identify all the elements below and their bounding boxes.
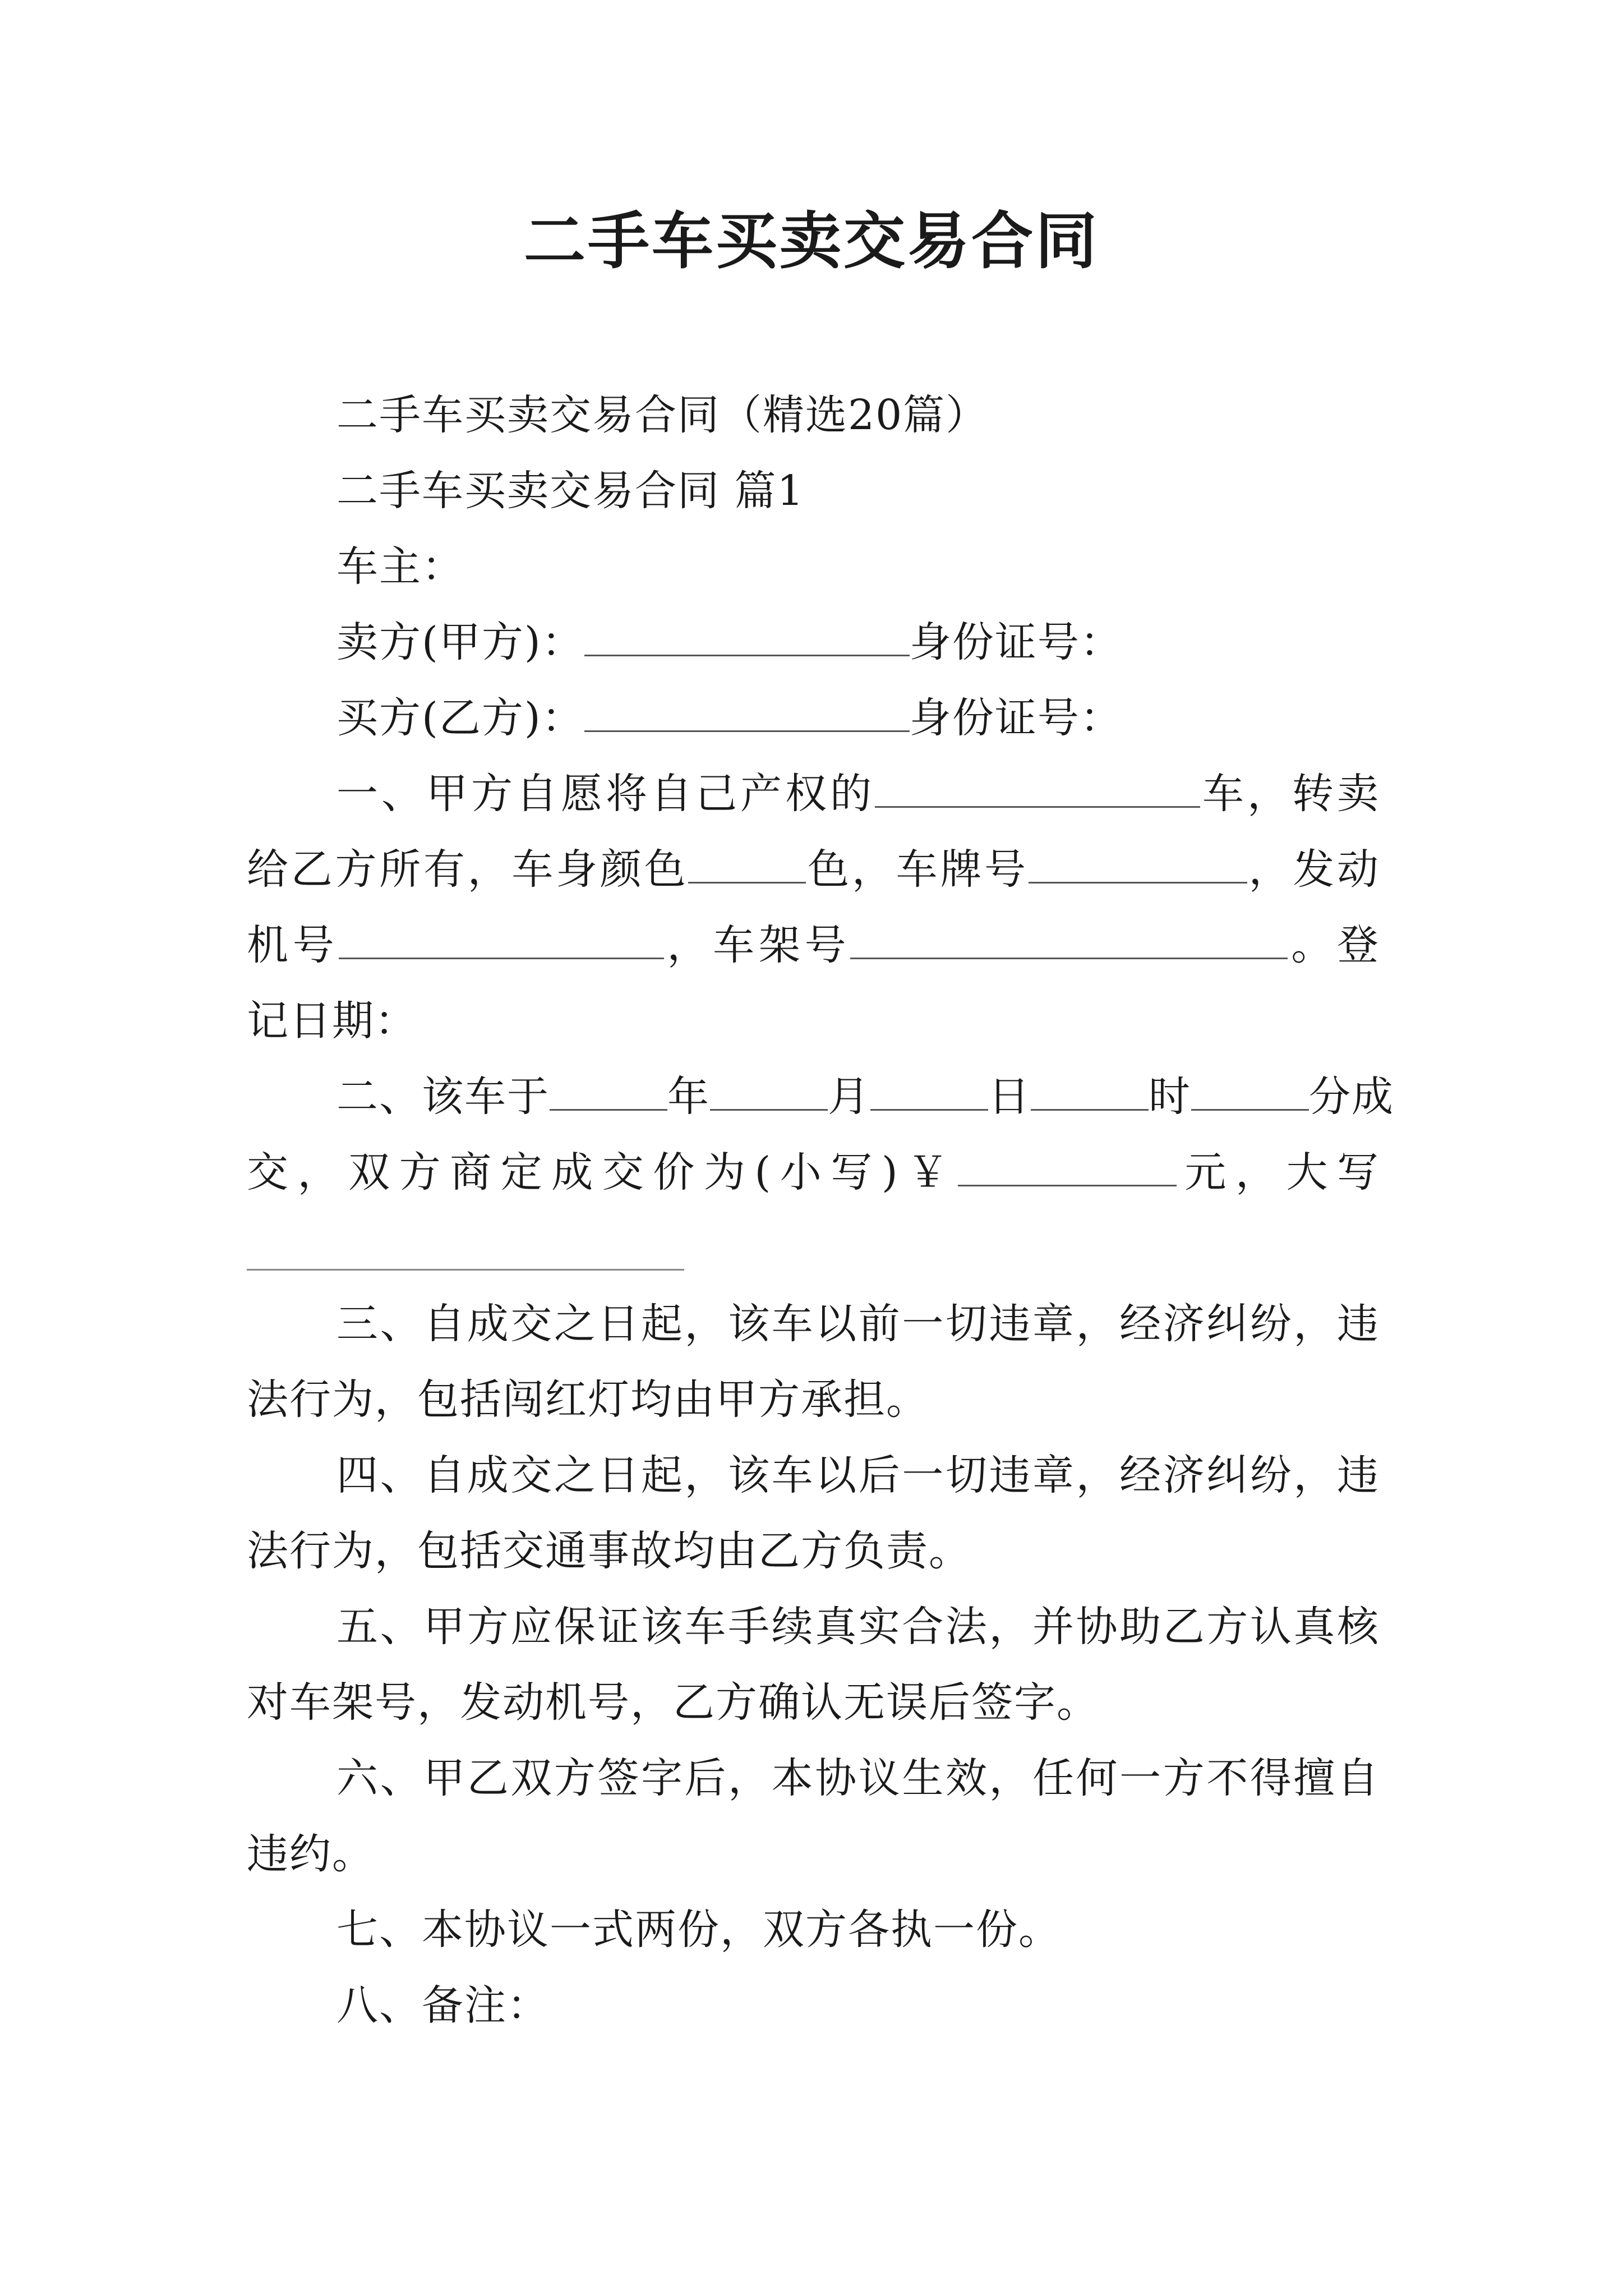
clause3-line1: 三、自成交之日起，该车以前一切违章，经济纠纷，违 xyxy=(336,1300,1380,1348)
clause5-line1: 五、甲方应保证该车手续真实合法，并协助乙方认真核 xyxy=(336,1603,1380,1651)
seller-name-blank[interactable] xyxy=(584,614,910,656)
clause2-text: 月 xyxy=(828,1073,870,1121)
plate-number-blank[interactable] xyxy=(1029,841,1247,884)
owner-label: 车主： xyxy=(336,542,464,591)
minute-blank[interactable] xyxy=(1191,1069,1309,1111)
clause2-line2 xyxy=(247,1144,1380,1200)
buyer-line xyxy=(336,690,1380,746)
clause1-line3 xyxy=(247,917,1380,973)
document-title: 二手车买卖交易合同 xyxy=(524,205,1099,277)
clause1-text: ，发动 xyxy=(1247,845,1380,894)
seller-label: 卖方(甲方)： xyxy=(336,618,584,666)
buyer-id-label: 身份证号： xyxy=(909,694,1123,742)
car-model-blank[interactable] xyxy=(875,766,1200,808)
clause1-text: ，车架号 xyxy=(663,921,851,969)
clause1-text: 色，车牌号 xyxy=(806,845,1029,894)
clause1-text: 。登 xyxy=(1288,921,1380,969)
seller-line xyxy=(336,614,1380,670)
day-blank[interactable] xyxy=(870,1069,988,1111)
clause1-text: 机号 xyxy=(247,921,339,969)
clause2-line1 xyxy=(336,1069,1394,1125)
clause8: 八、备注： xyxy=(336,1981,550,2030)
hour-blank[interactable] xyxy=(1031,1069,1149,1111)
price-capital-blank[interactable] xyxy=(247,1269,684,1271)
clause6-line1: 六、甲乙双方签字后，本协议生效，任何一方不得擅自 xyxy=(336,1754,1380,1802)
clause1-line2 xyxy=(247,841,1380,898)
clause1-text: 给乙方所有，车身颜色 xyxy=(247,845,689,894)
clause2-text: 元，大写 xyxy=(1176,1148,1380,1197)
clause5-line2: 对车架号，发动机号，乙方确认无误后签字。 xyxy=(247,1678,1099,1727)
month-blank[interactable] xyxy=(710,1069,828,1111)
clause2-text: 交，双方商定成交价为(小写)￥ xyxy=(247,1148,958,1197)
buyer-label: 买方(乙方)： xyxy=(336,694,584,742)
engine-number-blank[interactable] xyxy=(339,917,664,959)
seller-id-label: 身份证号： xyxy=(909,618,1123,666)
clause4-line1: 四、自成交之日起，该车以后一切违章，经济纠纷，违 xyxy=(336,1451,1380,1499)
year-blank[interactable] xyxy=(550,1069,667,1111)
clause6-line2: 违约。 xyxy=(247,1830,375,1878)
clause2-text: 日 xyxy=(988,1073,1031,1121)
buyer-name-blank[interactable] xyxy=(584,690,910,732)
clause3-line2: 法行为，包括闯红灯均由甲方承担。 xyxy=(247,1375,929,1424)
price-small-blank[interactable] xyxy=(958,1144,1177,1186)
clause1-text: 一、甲方自愿将自己产权的 xyxy=(336,770,875,818)
section-heading: 二手车买卖交易合同 篇1 xyxy=(336,467,805,515)
clause2-text: 二、该车于 xyxy=(336,1073,550,1121)
clause1-line4: 记日期： xyxy=(247,997,417,1045)
vin-blank[interactable] xyxy=(850,917,1288,959)
document-subtitle: 二手车买卖交易合同（精选20篇） xyxy=(336,391,989,439)
car-color-blank[interactable] xyxy=(688,841,806,884)
clause7: 七、本协议一式两份，双方各执一份。 xyxy=(336,1906,1061,1954)
clause2-text: 年 xyxy=(667,1073,710,1121)
clause2-text: 时 xyxy=(1149,1073,1191,1121)
clause1-text: 车，转卖 xyxy=(1200,770,1380,818)
clause2-text: 分成 xyxy=(1309,1073,1394,1121)
clause1-line1 xyxy=(336,766,1380,822)
clause4-line2: 法行为，包括交通事故均由乙方负责。 xyxy=(247,1527,971,1575)
